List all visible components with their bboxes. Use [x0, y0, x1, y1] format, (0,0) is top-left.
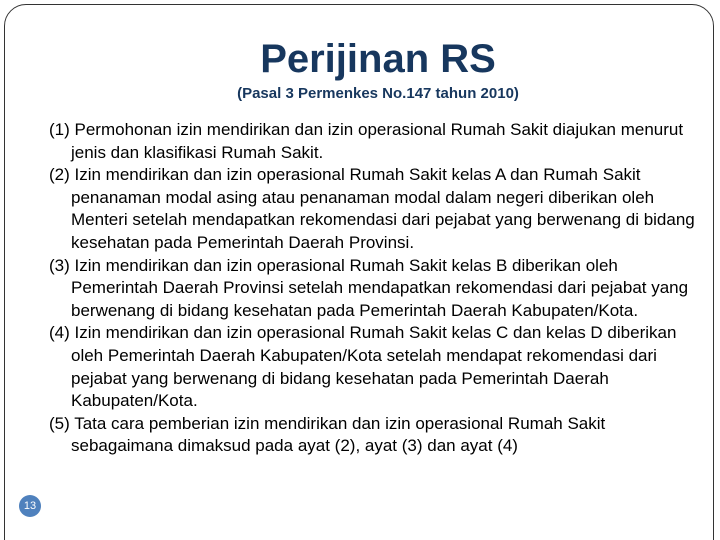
page-number-badge: 13	[19, 495, 41, 517]
slide-title: Perijinan RS	[260, 37, 496, 81]
regulation-item-5: (5) Tata cara pemberian izin mendirikan dan izin operasional Rumah Sakit sebagaimana dimaksud pada ayat (2), ayat (3) dan ayat (4)	[49, 413, 606, 456]
regulation-item-2: (2) Izin mendirikan dan izin operasional Rumah Sakit kelas A dan Rumah Sakit penanaman modal asing atau penanaman modal dalam negeri diberikan oleh Menteri setelah mendapatkan rekomendasi dari pejabat yang berwenang di bidang kesehatan pada Pemerintah Daerah Provinsi.	[49, 165, 695, 252]
regulation-list	[49, 119, 699, 458]
regulation-item-4: (4) Izin mendirikan dan izin operasional Rumah Sakit kelas C dan kelas D diberikan oleh Pemerintah Daerah Kabupaten/Kota setelah mendapat rekomendasi dari pejabat yang berwenang di bidang kesehatan pada Pemerintah Daerah Kabupaten/Kota.	[49, 323, 677, 411]
regulation-item-3: (3) Izin mendirikan dan izin operasional Rumah Sakit kelas B diberikan oleh Pemerintah Daerah Provinsi setelah mendapatkan rekomendasi dari pejabat yang berwenang di bidang kesehatan pada Pemerintah Daerah Kabupaten/Kota.	[49, 255, 689, 320]
regulation-item-1: (1) Permohonan izin mendirikan dan izin operasional Rumah Sakit diajukan menurut jenis dan klasifikasi Rumah Sakit.	[49, 120, 684, 162]
slide-subtitle: (Pasal 3 Permenkes No.147 tahun 2010)	[237, 85, 519, 102]
